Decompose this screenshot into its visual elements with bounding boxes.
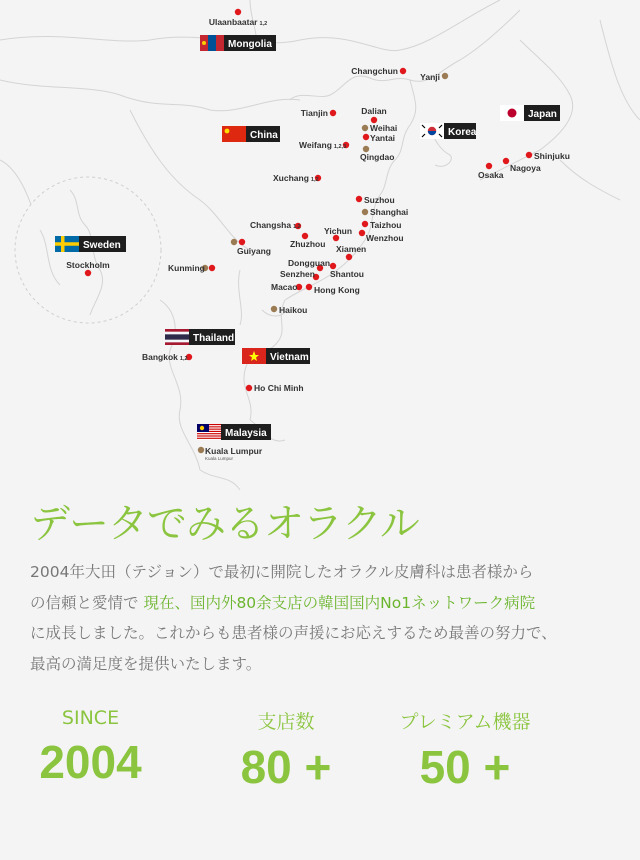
- city-marker-suzhou[interactable]: [356, 196, 362, 202]
- city-label-weifang: Weifang 1,2,3: [299, 140, 347, 150]
- city-marker-ho-chi-minh[interactable]: [246, 385, 252, 391]
- city-label-yichun: Yichun: [324, 226, 353, 236]
- city-marker-changchun[interactable]: [400, 68, 406, 74]
- city-marker-xiamen[interactable]: [346, 254, 352, 260]
- city-marker-guiyang[interactable]: [231, 239, 237, 245]
- city-marker-shanghai[interactable]: [362, 209, 368, 215]
- city-label-haikou: Haikou: [279, 305, 308, 315]
- city-label-kunming: Kunming: [168, 263, 205, 273]
- city-marker-weihai[interactable]: [362, 125, 368, 131]
- city-label-shinjuku: Shinjuku: [534, 151, 570, 161]
- stat-branches-label: 支店数: [257, 711, 315, 733]
- country-label-malaysia[interactable]: [197, 424, 271, 440]
- city-marker-hong-kong[interactable]: [306, 284, 312, 290]
- stat-branches-value: 80 +: [240, 741, 332, 793]
- stat-since: [28, 707, 153, 789]
- sweden-flag-icon: [55, 236, 79, 252]
- city-label-qingdao: Qingdao: [360, 152, 395, 162]
- country-label-vietnam[interactable]: [242, 348, 310, 364]
- city-label-ho-chi-minh: Ho Chi Minh: [254, 383, 304, 393]
- city-label-changsha: Changsha 1,2: [250, 220, 301, 230]
- country-label-sweden[interactable]: [55, 236, 126, 252]
- description-line-2: [30, 588, 620, 619]
- country-name-sweden: Sweden: [83, 240, 121, 251]
- city-label-sup: 1,2: [310, 177, 319, 183]
- country-name-mongolia: Mongolia: [228, 39, 272, 50]
- description-line-3: に成長しました。これからも患者様の声援にお応えするため最善の努力で、: [30, 624, 557, 642]
- korea-flag-icon: [420, 123, 444, 139]
- city-label-weihai: Weihai: [370, 123, 398, 133]
- country-name-japan: Japan: [528, 109, 557, 120]
- city-marker-ulaanbaatar[interactable]: [235, 9, 241, 15]
- country-name-korea: Korea: [448, 127, 477, 138]
- country-label-thailand[interactable]: [165, 329, 235, 345]
- mongolia-flag-icon: [200, 35, 224, 51]
- country-label-korea[interactable]: [420, 123, 477, 139]
- country-name-thailand: Thailand: [193, 333, 235, 344]
- description: [30, 557, 620, 679]
- city-label-kuala-lumpur: Kuala Lumpur: [205, 446, 263, 456]
- headline: データでみるオラクル: [30, 501, 419, 547]
- city-label-hong-kong: Hong Kong: [314, 285, 360, 295]
- city-label-stockholm: Stockholm: [66, 260, 110, 270]
- stat-since-value: 2004: [39, 736, 142, 788]
- vietnam-flag-icon: [242, 348, 266, 364]
- country-name-vietnam: Vietnam: [270, 352, 309, 363]
- country-label-mongolia[interactable]: [200, 35, 276, 51]
- stat-equipment: [390, 707, 540, 794]
- kuala-lumpur-note: Kuala Lumpur: [205, 456, 234, 461]
- japan-flag-icon: [500, 105, 524, 121]
- city-label-taizhou: Taizhou: [370, 220, 402, 230]
- city-label-wenzhou: Wenzhou: [366, 233, 404, 243]
- city-label-guiyang: Guiyang: [237, 246, 272, 256]
- city-label-sup: 1,2: [179, 356, 188, 362]
- china-flag-icon: [222, 126, 246, 142]
- city-marker-shinjuku[interactable]: [526, 152, 532, 158]
- stat-equipment-value: 50 +: [419, 741, 511, 793]
- description-line-2-text: の信頼と愛情で: [30, 593, 144, 612]
- city-marker-stockholm[interactable]: [85, 270, 91, 276]
- city-label-yanji: Yanji: [420, 72, 440, 82]
- thailand-flag-icon: [165, 329, 189, 345]
- city-marker-wenzhou[interactable]: [359, 230, 365, 236]
- city-label-nagoya: Nagoya: [510, 163, 541, 173]
- city-marker-kunming-2[interactable]: [209, 265, 215, 271]
- stat-since-label: SINCE: [61, 707, 120, 729]
- city-label-osaka: Osaka: [478, 170, 504, 180]
- city-label-sup: 1,2: [293, 224, 301, 230]
- city-marker-osaka[interactable]: [486, 163, 492, 169]
- city-label-yantai: Yantai: [370, 133, 396, 143]
- city-label-senzhen: Senzhen: [280, 269, 315, 279]
- city-label-bangkok: Bangkok 1,2: [142, 352, 188, 362]
- stat-branches: [225, 707, 347, 794]
- stat-equipment-label: プレミアム機器: [399, 711, 531, 733]
- country-label-japan[interactable]: [500, 105, 560, 121]
- city-label-dongguan: Dongguan: [288, 258, 331, 268]
- city-label-shantou: Shantou: [330, 269, 364, 279]
- city-marker-tianjin[interactable]: [330, 110, 336, 116]
- country-label-china[interactable]: [222, 126, 280, 142]
- city-marker-yanji[interactable]: [442, 73, 448, 79]
- city-label-xuchang: Xuchang 1,2: [273, 173, 319, 183]
- country-name-malaysia: Malaysia: [225, 428, 267, 439]
- city-marker-taizhou[interactable]: [362, 221, 368, 227]
- city-label-xiamen: Xiamen: [336, 244, 367, 254]
- city-label-dalian: Dalian: [361, 106, 387, 116]
- city-label-tianjin: Tianjin: [300, 108, 328, 118]
- description-line-4: 最高の満足度を提供いたします。: [30, 654, 262, 673]
- city-marker-kuala-lumpur[interactable]: [198, 447, 204, 453]
- city-marker-guiyang-2[interactable]: [239, 239, 245, 245]
- city-marker-yantai[interactable]: [363, 134, 369, 140]
- city-marker-haikou[interactable]: [271, 306, 277, 312]
- city-label-suzhou: Suzhou: [364, 195, 395, 205]
- city-label-changchun: Changchun: [351, 66, 398, 76]
- city-label-shanghai: Shanghai: [370, 207, 409, 217]
- city-label-ulaanbaatar: Ulaanbaatar 1,2: [208, 17, 268, 27]
- malaysia-flag-icon: [197, 424, 221, 440]
- city-label-macao: Macao: [271, 282, 298, 292]
- description-line-1: 2004年大田（テジョン）で最初に開院したオラクル皮膚科は患者様から: [30, 563, 534, 581]
- description-highlight: 現在、国内外80余支店の韓国国内No1ネットワーク病院: [143, 593, 536, 612]
- city-label-sup: 1,2: [259, 21, 268, 27]
- city-label-zhuzhou: Zhuzhou: [290, 239, 326, 249]
- city-label-sup: 1,2,3: [333, 144, 347, 150]
- city-marker-nagoya[interactable]: [503, 158, 509, 164]
- country-name-china: China: [250, 130, 278, 141]
